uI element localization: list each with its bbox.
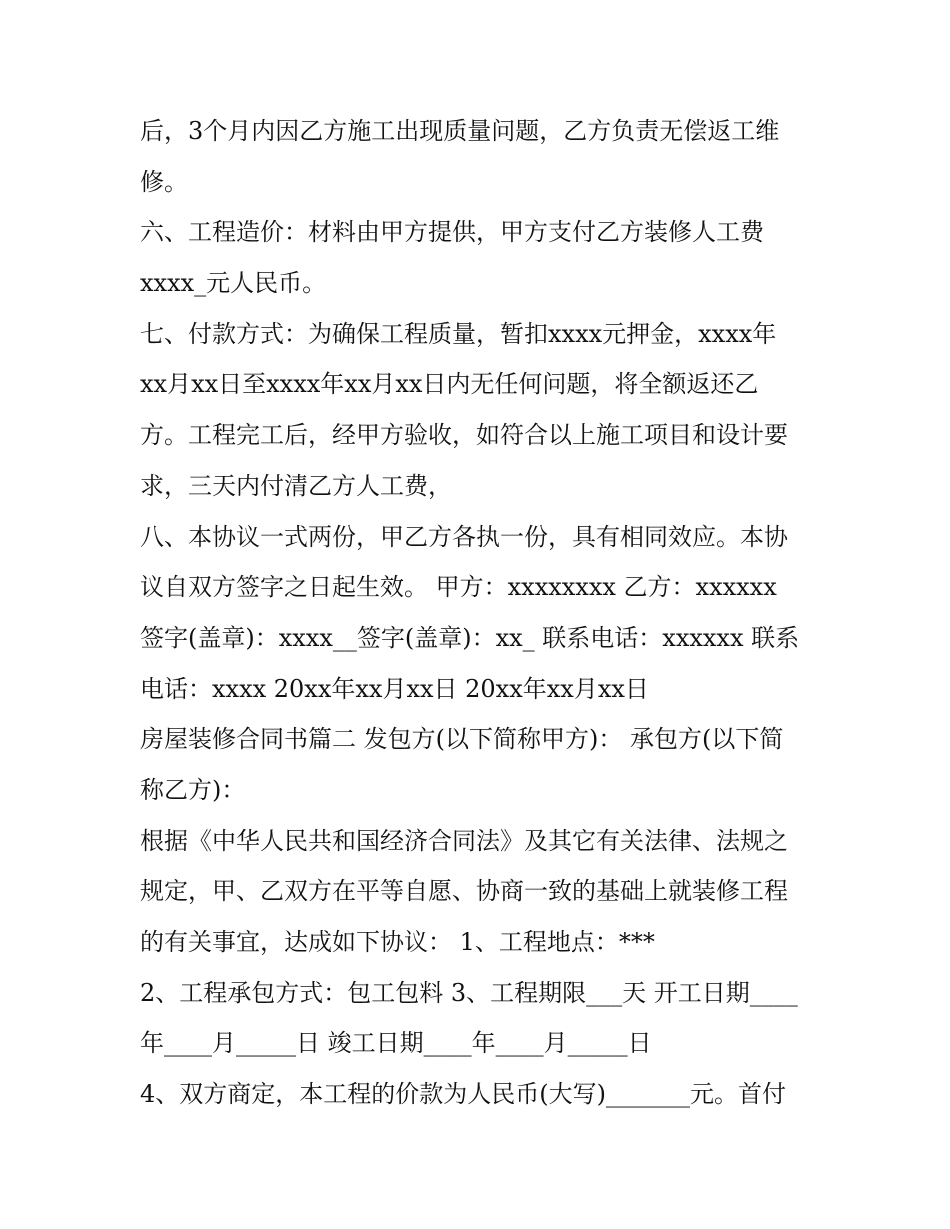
text-line: 八、本协议一式两份，甲乙方各执一份，具有相同效应。本协	[140, 522, 788, 551]
text-line: 后，3个月内因乙方施工出现质量问题，乙方负责无偿返工维	[140, 117, 780, 145]
text-line: 签字(盖章)：xxxx__签字(盖章)：xx_ 联系电话：xxxxxx 联系	[140, 623, 800, 652]
text-line: 规定，甲、乙双方在平等自愿、协商一致的基础上就装修工程	[140, 877, 788, 906]
text-line: 2、工程承包方式：包工包料 3、工程期限___天 开工日期____	[140, 978, 798, 1007]
text-line: 修。	[140, 167, 188, 196]
text-line: 称乙方)：	[140, 775, 246, 804]
text-line: 根据《中华人民共和国经济合同法》及其它有关法律、法规之	[140, 826, 788, 855]
text-line: xxxx_元人民币。	[140, 269, 327, 298]
text-line: 议自双方签字之日起生效。 甲方：xxxxxxxx 乙方：xxxxxx	[140, 573, 777, 602]
text-line: 的有关事宜，达成如下协议： 1、工程地点：***	[140, 928, 655, 956]
text-line: 房屋装修合同书篇二 发包方(以下简称甲方)： 承包方(以下简	[140, 725, 784, 754]
text-line: 六、工程造价：材料由甲方提供，甲方支付乙方装修人工费	[140, 218, 764, 247]
text-line: 4、双方商定，本工程的价款为人民币(大写)_______元。首付	[140, 1080, 786, 1109]
text-line: 方。工程完工后，经甲方验收，如符合以上施工项目和设计要	[140, 421, 788, 450]
text-line: 求，三天内付清乙方人工费，	[140, 471, 452, 500]
text-line: 七、付款方式：为确保工程质量，暂扣xxxx元押金，xxxx年	[140, 319, 777, 348]
document-body	[140, 106, 820, 1120]
text-line: xx月xx日至xxxx年xx月xx日内无任何问题，将全额返还乙	[140, 370, 759, 399]
text-line: 电话：xxxx 20xx年xx月xx日 20xx年xx月xx日	[140, 674, 649, 703]
text-line: 年____月_____日 竣工日期____年____月_____日	[140, 1029, 652, 1058]
